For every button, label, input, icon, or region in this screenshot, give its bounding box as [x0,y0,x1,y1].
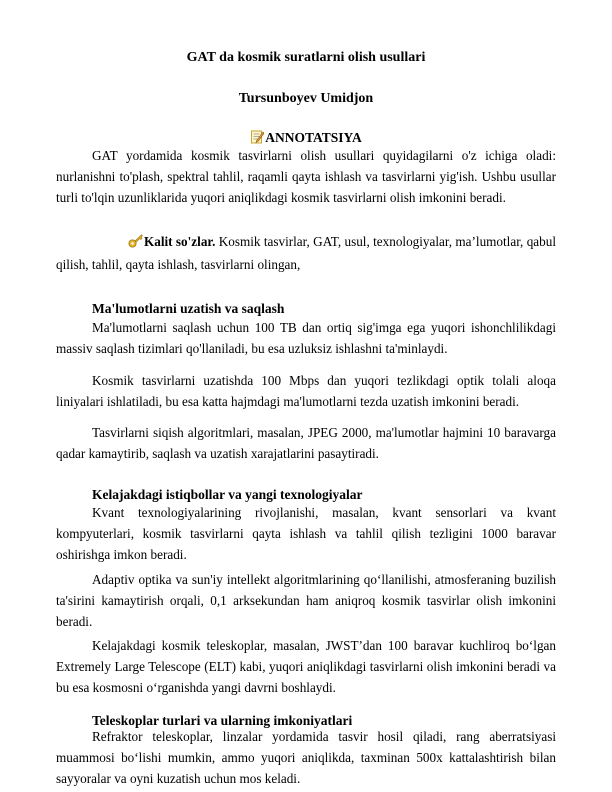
document-title: GAT da kosmik suratlarni olish usullari [186,50,426,65]
section-3-paragraph-1: Refraktor teleskoplar, linzalar yordamida tasvir hosil qiladi, rang aberratsiyasi muammosi bo‘lishi mumkin, ammo yuqori aniqlikda, taxminan 500x kattalashtirish bilan sayyoralar va oyni kuzatish uchun mos keladi. [56,729,556,786]
annotation-text: GAT yordamida kosmik tasvirlarni olish usullari quyidagilarni o'z ichiga oladi: nurlanishni to'plash, spektral tahlil, raqamli qayta ishlash va tasvirlarni yig'ish. Ushbu usullar turli to'lqin uzunliklarida yuqori aniqlikdagi kosmik tasvirlarni olish imkonini beradi. [56,148,556,205]
key-icon [92,234,143,255]
section-heading-data-transfer: Ma'lumotlarni uzatish va saqlash [92,301,285,316]
section-2-paragraph-2: Adaptiv optika va sun'iy intellekt algoritmlarining qo‘llanilishi, atmosferaning buzilish ta'sirini kamaytirish orqali, 0,1 arksekundan ham aniqroq kosmik tasvirlar olish imkonini beradi. [56,572,556,629]
section-1-paragraph-2: Kosmik tasvirlarni uzatishda 100 Mbps dan yuqori tezlikdagi optik tolali aloqa liniyalari ishlatiladi, bu esa katta hajmdagi ma'lumotlarni tezda uzatish imkonini beradi. [56,373,556,409]
keywords-paragraph [56,232,556,276]
section-2-paragraph-3: Kelajakdagi kosmik teleskoplar, masalan, JWST’dan 100 baravar kuchliroq bo‘lgan Extremely Large Telescope (ELT) kabi, yuqori aniqlikdagi tasvirlarni olish imkonini beradi va bu esa kosmosni o‘rganishda yangi davrni boshlaydi. [56,638,556,695]
section-2-paragraph-1: Kvant texnologiyalarining rivojlanishi, masalan, kvant sensorlari va kvant kompyuterlari, kosmik tasvirlarni qayta ishlash va tahlil qilish tezligini 1000 baravar oshirishga imkon beradi. [56,505,556,562]
keywords-label: Kalit so'zlar. [144,234,216,249]
section-heading-future-prospects: Kelajakdagi istiqbollar va yangi texnologiyalar [92,487,363,502]
section-heading-telescope-types: Teleskoplar turlari va ularning imkoniyatlari [92,713,353,728]
section-1-paragraph-1: Ma'lumotlarni saqlash uchun 100 TB dan ortiq sig'imga ega yuqori ishonchlilikdagi massiv saqlash tizimlari qo'llaniladi, bu esa uzluksiz ishlashni ta'minlaydi. [56,320,556,356]
section-1-paragraph-3: Tasvirlarni siqish algoritmlari, masalan, JPEG 2000, ma'lumotlar hajmini 10 baravarga qadar kamaytirib, saqlash va uzatish xarajatlarini pasaytiradi. [56,425,556,461]
annotation-heading: ANNOTATSIYA [265,130,362,145]
keywords-text: Kosmik tasvirlar, GAT, usul, texnologiyalar, ma’lumotlar, qabul qilish, tahlil, qayta ishlash, tasvirlarni olingan, [56,234,557,272]
author-name: Tursunboyev Umidjon [238,91,374,106]
